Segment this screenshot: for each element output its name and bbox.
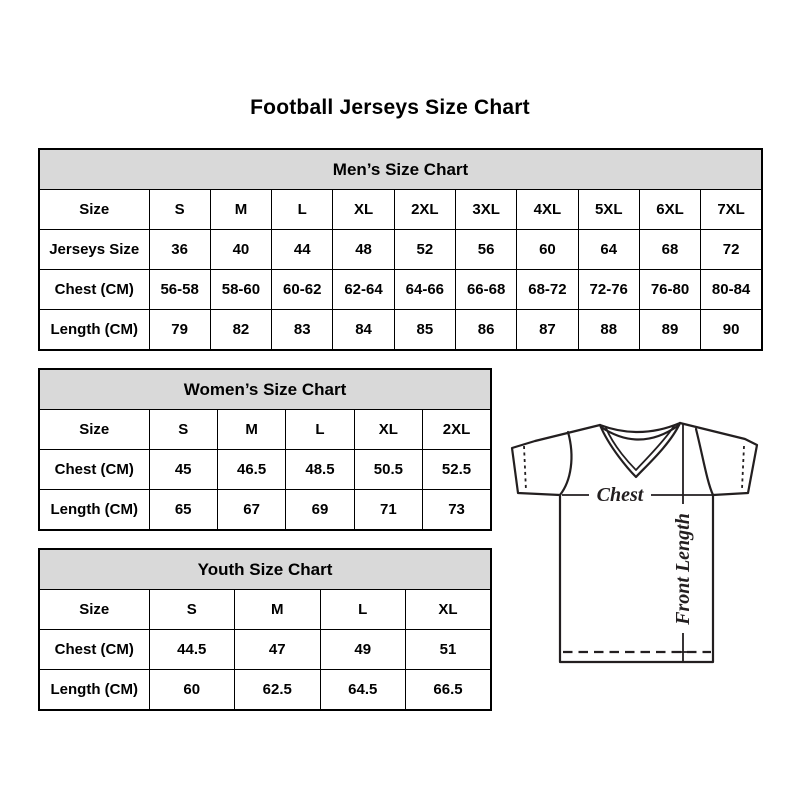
size-value-cell: 72 bbox=[701, 230, 762, 270]
row-label-cell: Length (CM) bbox=[39, 490, 149, 531]
row-label-cell: Jerseys Size bbox=[39, 230, 149, 270]
left-sleeve-seam bbox=[560, 432, 571, 495]
size-value-cell: 7XL bbox=[701, 190, 762, 230]
size-value-cell: 76-80 bbox=[639, 270, 700, 310]
womens-table-title: Women’s Size Chart bbox=[39, 369, 491, 410]
size-value-cell: 86 bbox=[455, 310, 516, 351]
size-value-cell: 87 bbox=[517, 310, 578, 351]
size-value-cell: 2XL bbox=[423, 410, 491, 450]
size-value-cell: M bbox=[210, 190, 271, 230]
size-value-cell: 89 bbox=[639, 310, 700, 351]
size-value-cell: 51 bbox=[406, 630, 492, 670]
size-value-cell: 50.5 bbox=[354, 450, 422, 490]
size-value-cell: 6XL bbox=[639, 190, 700, 230]
youth-table-row bbox=[39, 670, 491, 711]
size-value-cell: 90 bbox=[701, 310, 762, 351]
size-value-cell: 47 bbox=[235, 630, 321, 670]
size-value-cell: 60 bbox=[149, 670, 235, 711]
size-value-cell: 69 bbox=[286, 490, 354, 531]
size-value-cell: 68-72 bbox=[517, 270, 578, 310]
mens-table-row bbox=[39, 230, 762, 270]
mens-table-row bbox=[39, 270, 762, 310]
size-value-cell: 56 bbox=[455, 230, 516, 270]
row-label-cell: Size bbox=[39, 410, 149, 450]
size-value-cell: 3XL bbox=[455, 190, 516, 230]
size-value-cell: 45 bbox=[149, 450, 217, 490]
size-value-cell: 49 bbox=[320, 630, 406, 670]
size-value-cell: 44 bbox=[272, 230, 333, 270]
row-label-cell: Size bbox=[39, 590, 149, 630]
right-cuff-dashed-line bbox=[742, 446, 744, 489]
youth-size-table bbox=[38, 548, 492, 711]
womens-size-chart-section bbox=[38, 368, 492, 531]
size-value-cell: 80-84 bbox=[701, 270, 762, 310]
size-value-cell: 82 bbox=[210, 310, 271, 351]
mens-table-title: Men’s Size Chart bbox=[39, 149, 762, 190]
womens-table-row bbox=[39, 490, 491, 531]
mens-size-table-body bbox=[39, 149, 762, 350]
size-value-cell: 5XL bbox=[578, 190, 639, 230]
size-value-cell: 64 bbox=[578, 230, 639, 270]
size-value-cell: 79 bbox=[149, 310, 210, 351]
womens-table-row bbox=[39, 410, 491, 450]
left-cuff-dashed-line bbox=[524, 446, 526, 491]
size-value-cell: 84 bbox=[333, 310, 394, 351]
size-value-cell: S bbox=[149, 590, 235, 630]
jersey-measurement-diagram bbox=[505, 415, 770, 670]
size-value-cell: 73 bbox=[423, 490, 491, 531]
youth-size-table-body bbox=[39, 549, 491, 710]
size-value-cell: S bbox=[149, 410, 217, 450]
row-label-cell: Chest (CM) bbox=[39, 450, 149, 490]
size-value-cell: 44.5 bbox=[149, 630, 235, 670]
youth-table-row bbox=[39, 630, 491, 670]
mens-size-table bbox=[38, 148, 763, 351]
size-value-cell: 66-68 bbox=[455, 270, 516, 310]
womens-size-table-body bbox=[39, 369, 491, 530]
size-value-cell: 67 bbox=[217, 490, 285, 531]
size-value-cell: L bbox=[272, 190, 333, 230]
page-title: Football Jerseys Size Chart bbox=[250, 96, 530, 119]
womens-size-table bbox=[38, 368, 492, 531]
size-value-cell: 48 bbox=[333, 230, 394, 270]
size-value-cell: 66.5 bbox=[406, 670, 492, 711]
size-value-cell: 72-76 bbox=[578, 270, 639, 310]
row-label-cell: Length (CM) bbox=[39, 670, 149, 711]
row-label-cell: Chest (CM) bbox=[39, 270, 149, 310]
mens-table-row bbox=[39, 190, 762, 230]
size-value-cell: L bbox=[286, 410, 354, 450]
mens-title-row bbox=[39, 149, 762, 190]
right-sleeve-seam bbox=[696, 429, 713, 495]
size-value-cell: L bbox=[320, 590, 406, 630]
mens-table-row bbox=[39, 310, 762, 351]
size-value-cell: XL bbox=[406, 590, 492, 630]
size-value-cell: XL bbox=[354, 410, 422, 450]
size-value-cell: 68 bbox=[639, 230, 700, 270]
size-value-cell: 52 bbox=[394, 230, 455, 270]
size-value-cell: 60 bbox=[517, 230, 578, 270]
size-value-cell: 52.5 bbox=[423, 450, 491, 490]
size-value-cell: 36 bbox=[149, 230, 210, 270]
row-label-cell: Chest (CM) bbox=[39, 630, 149, 670]
size-value-cell: S bbox=[149, 190, 210, 230]
youth-table-title: Youth Size Chart bbox=[39, 549, 491, 590]
size-value-cell: 62.5 bbox=[235, 670, 321, 711]
size-value-cell: 46.5 bbox=[217, 450, 285, 490]
size-value-cell: 58-60 bbox=[210, 270, 271, 310]
size-value-cell: 71 bbox=[354, 490, 422, 531]
size-value-cell: 48.5 bbox=[286, 450, 354, 490]
size-value-cell: 62-64 bbox=[333, 270, 394, 310]
front-length-label: Front Length bbox=[672, 513, 694, 625]
womens-table-row bbox=[39, 450, 491, 490]
size-value-cell: 4XL bbox=[517, 190, 578, 230]
jersey-outline bbox=[512, 423, 757, 662]
youth-size-chart-section bbox=[38, 548, 492, 711]
row-label-cell: Length (CM) bbox=[39, 310, 149, 351]
size-value-cell: 85 bbox=[394, 310, 455, 351]
size-value-cell: 88 bbox=[578, 310, 639, 351]
size-value-cell: M bbox=[235, 590, 321, 630]
size-value-cell: XL bbox=[333, 190, 394, 230]
size-value-cell: 64-66 bbox=[394, 270, 455, 310]
size-value-cell: M bbox=[217, 410, 285, 450]
size-value-cell: 56-58 bbox=[149, 270, 210, 310]
size-value-cell: 2XL bbox=[394, 190, 455, 230]
size-value-cell: 83 bbox=[272, 310, 333, 351]
chest-label: Chest bbox=[596, 484, 644, 506]
youth-title-row bbox=[39, 549, 491, 590]
womens-title-row bbox=[39, 369, 491, 410]
jersey-illustration bbox=[505, 415, 770, 670]
youth-table-row bbox=[39, 590, 491, 630]
size-value-cell: 60-62 bbox=[272, 270, 333, 310]
mens-size-chart-section bbox=[38, 148, 763, 351]
size-value-cell: 65 bbox=[149, 490, 217, 531]
size-value-cell: 40 bbox=[210, 230, 271, 270]
size-value-cell: 64.5 bbox=[320, 670, 406, 711]
row-label-cell: Size bbox=[39, 190, 149, 230]
